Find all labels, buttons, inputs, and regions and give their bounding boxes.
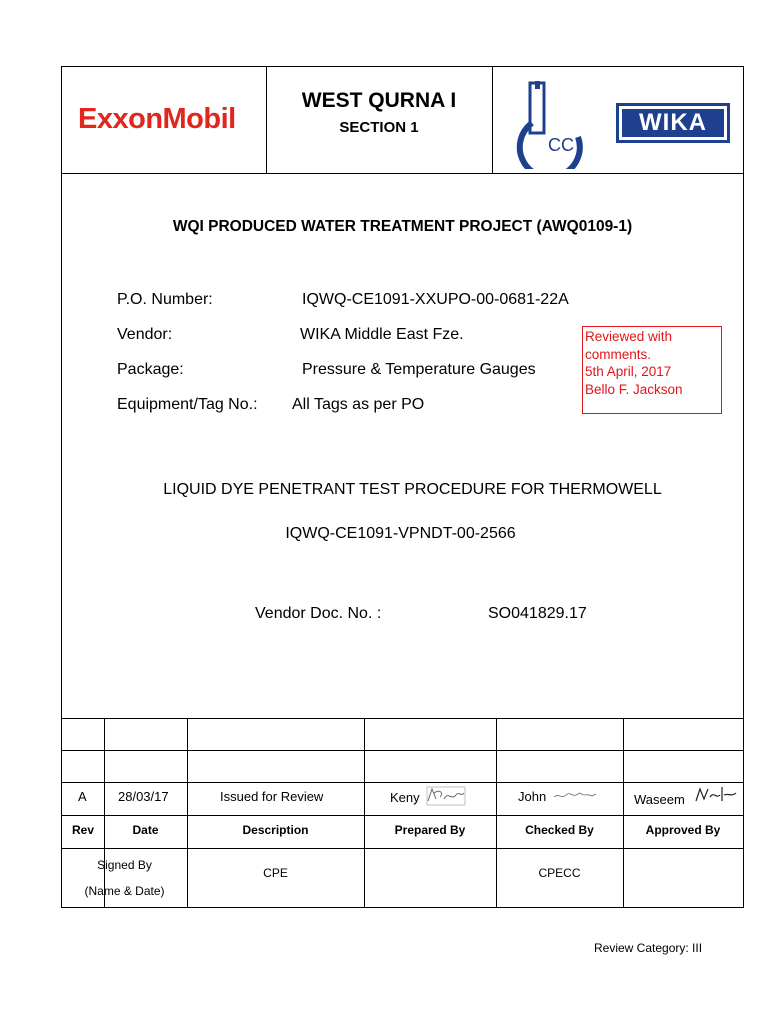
prepared-by-signature xyxy=(426,785,466,807)
name-date-label: (Name & Date) xyxy=(84,884,165,898)
table-line-4 xyxy=(62,815,743,816)
header-bottom-line xyxy=(62,173,743,174)
exxonmobil-logo: ExxonMobil xyxy=(78,103,236,135)
document-frame xyxy=(61,66,744,908)
checked-by-header: Checked By xyxy=(525,823,594,837)
wika-logo xyxy=(616,103,730,143)
approved-by-header: Approved By xyxy=(645,823,721,837)
wika-logo-text: WIKA xyxy=(622,109,724,137)
stamp-line-3: 5th April, 2017 xyxy=(585,364,672,379)
prepared-by-header: Prepared By xyxy=(394,823,466,837)
section-label: SECTION 1 xyxy=(339,119,419,136)
package-label: Package: xyxy=(117,361,184,378)
stamp-line-2: comments. xyxy=(585,346,652,362)
approved-by-value: Waseem xyxy=(634,792,685,807)
description-header: Description xyxy=(242,823,309,837)
cpecc-logo-text: CC xyxy=(548,135,574,155)
checked-by-signature xyxy=(552,787,598,803)
project-title: WEST QURNA I xyxy=(301,89,457,112)
table-line-1 xyxy=(62,718,743,719)
document-title: LIQUID DYE PENETRANT TEST PROCEDURE FOR THERMOWELL xyxy=(163,481,662,498)
vendor-value: WIKA Middle East Fze. xyxy=(300,326,464,343)
table-col-1 xyxy=(104,718,105,908)
signed-by-label: Signed By xyxy=(97,858,152,872)
rev-header: Rev xyxy=(71,823,94,837)
vendor-doc-value: SO041829.17 xyxy=(488,605,587,622)
vendor-doc-label: Vendor Doc. No. : xyxy=(255,605,382,622)
equipment-value: All Tags as per PO xyxy=(292,396,425,413)
document-number: IQWQ-CE1091-VPNDT-00-2566 xyxy=(285,525,516,542)
review-stamp xyxy=(582,326,722,414)
prepared-by-value: Keny xyxy=(390,790,420,805)
package-value: Pressure & Temperature Gauges xyxy=(302,361,536,378)
checked-by-value: John xyxy=(518,789,547,804)
table-col-3 xyxy=(364,718,365,908)
stamp-line-1: Reviewed with xyxy=(585,329,673,344)
table-line-2 xyxy=(62,750,743,751)
table-line-3 xyxy=(62,782,743,783)
po-label: P.O. Number: xyxy=(117,291,213,308)
table-line-5 xyxy=(62,848,743,849)
cpecc-label: CPECC xyxy=(538,866,581,880)
stamp-line-4: Bello F. Jackson xyxy=(585,381,683,397)
rev-value: A xyxy=(78,789,87,804)
header-divider-2 xyxy=(492,67,493,173)
description-value: Issued for Review xyxy=(220,789,324,804)
po-value: IQWQ-CE1091-XXUPO-00-0681-22A xyxy=(302,291,569,308)
approved-by-signature xyxy=(694,783,740,807)
vendor-label: Vendor: xyxy=(117,326,173,343)
review-category: Review Category: III xyxy=(594,941,703,955)
project-name: WQI PRODUCED WATER TREATMENT PROJECT (AWQ0109-1) xyxy=(172,218,633,235)
date-header: Date xyxy=(132,823,159,837)
cpecc-logo xyxy=(502,79,602,169)
cpe-label: CPE xyxy=(263,866,288,880)
table-col-5 xyxy=(623,718,624,908)
date-value: 28/03/17 xyxy=(118,789,169,804)
equipment-label: Equipment/Tag No.: xyxy=(117,396,258,413)
